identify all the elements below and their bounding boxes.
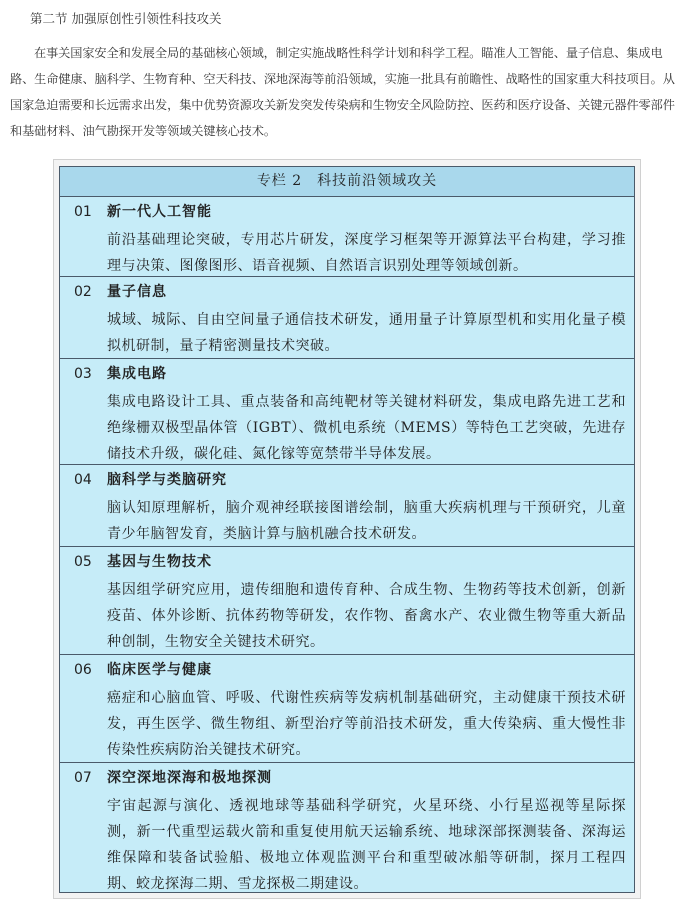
list-item (60, 547, 634, 655)
item-number: 06 (74, 662, 92, 678)
item-title: 新一代人工智能 (107, 204, 212, 220)
section-paragraph: 在事关国家安全和发展全局的基础核心领域，制定实施战略性科学计划和科学工程。瞄准人工智能、量子信息、集成电路、生命健康、脑科学、生物育种、空天科技、深地深海等前沿领域，实施一批具有前瞻性、战略性的国家重大科技项目。从国家急迫需要和长远需求出发，集中优势资源攻关新发突发传染病和生物安全风险防控、医药和医疗设备、关键元器件零部件和基础材料、油气勘探开发等领域关键核心技术。 (10, 46, 675, 138)
item-body: 城域、城际、自由空间量子通信技术研发，通用量子计算原型机和实用化量子模拟机研制，量子精密测量技术突破。 (107, 312, 626, 354)
section-title: 第二节 加强原创性引领性科技攻关 (30, 11, 222, 26)
list-item (60, 465, 634, 547)
list-item (60, 197, 634, 277)
item-body: 基因组学研究应用，遗传细胞和遗传育种、合成生物、生物药等技术创新，创新疫苗、体外诊断、抗体药物等研发，农作物、畜禽水产、农业微生物等重大新品种创制，生物安全关键技术研究。 (107, 582, 626, 650)
list-item (60, 277, 634, 359)
item-number: 04 (74, 472, 92, 488)
item-body: 前沿基础理论突破，专用芯片研发，深度学习框架等开源算法平台构建，学习推理与决策、图像图形、语音视频、自然语言识别处理等领域创新。 (107, 232, 626, 274)
item-number: 05 (74, 554, 92, 570)
column-box (59, 166, 635, 893)
item-title: 量子信息 (107, 284, 167, 300)
list-item (60, 359, 634, 465)
item-title: 基因与生物技术 (107, 554, 212, 570)
item-title: 集成电路 (107, 366, 167, 382)
item-number: 02 (74, 284, 92, 300)
item-body: 集成电路设计工具、重点装备和高纯靶材等关键材料研发，集成电路先进工艺和绝缘栅双极型晶体管（IGBT）、微机电系统（MEMS）等特色工艺突破，先进存储技术升级，碳化硅、氮化镓等宽禁带半导体发展。 (107, 394, 626, 462)
item-number: 07 (74, 770, 92, 786)
item-body: 脑认知原理解析，脑介观神经联接图谱绘制，脑重大疾病机理与干预研究，儿童青少年脑智发育，类脑计算与脑机融合技术研发。 (107, 500, 626, 542)
item-body: 宇宙起源与演化、透视地球等基础科学研究，火星环绕、小行星巡视等星际探测，新一代重型运载火箭和重复使用航天运输系统、地球深部探测装备、深海运维保障和装备试验船、极地立体观监测平台和重型破冰船等研制，探月工程四期、蛟龙探海二期、雪龙探极二期建设。 (107, 798, 626, 892)
item-title: 脑科学与类脑研究 (107, 472, 227, 488)
item-title: 深空深地深海和极地探测 (107, 770, 272, 786)
list-item (60, 655, 634, 763)
item-title: 临床医学与健康 (107, 662, 212, 678)
box-header: 专栏 2 科技前沿领域攻关 (60, 167, 634, 197)
list-item (60, 763, 634, 893)
item-number: 03 (74, 366, 92, 382)
item-number: 01 (74, 204, 92, 220)
item-body: 癌症和心脑血管、呼吸、代谢性疾病等发病机制基础研究，主动健康干预技术研发，再生医学、微生物组、新型治疗等前沿技术研发，重大传染病、重大慢性非传染性疾病防治关键技术研究。 (107, 690, 626, 758)
